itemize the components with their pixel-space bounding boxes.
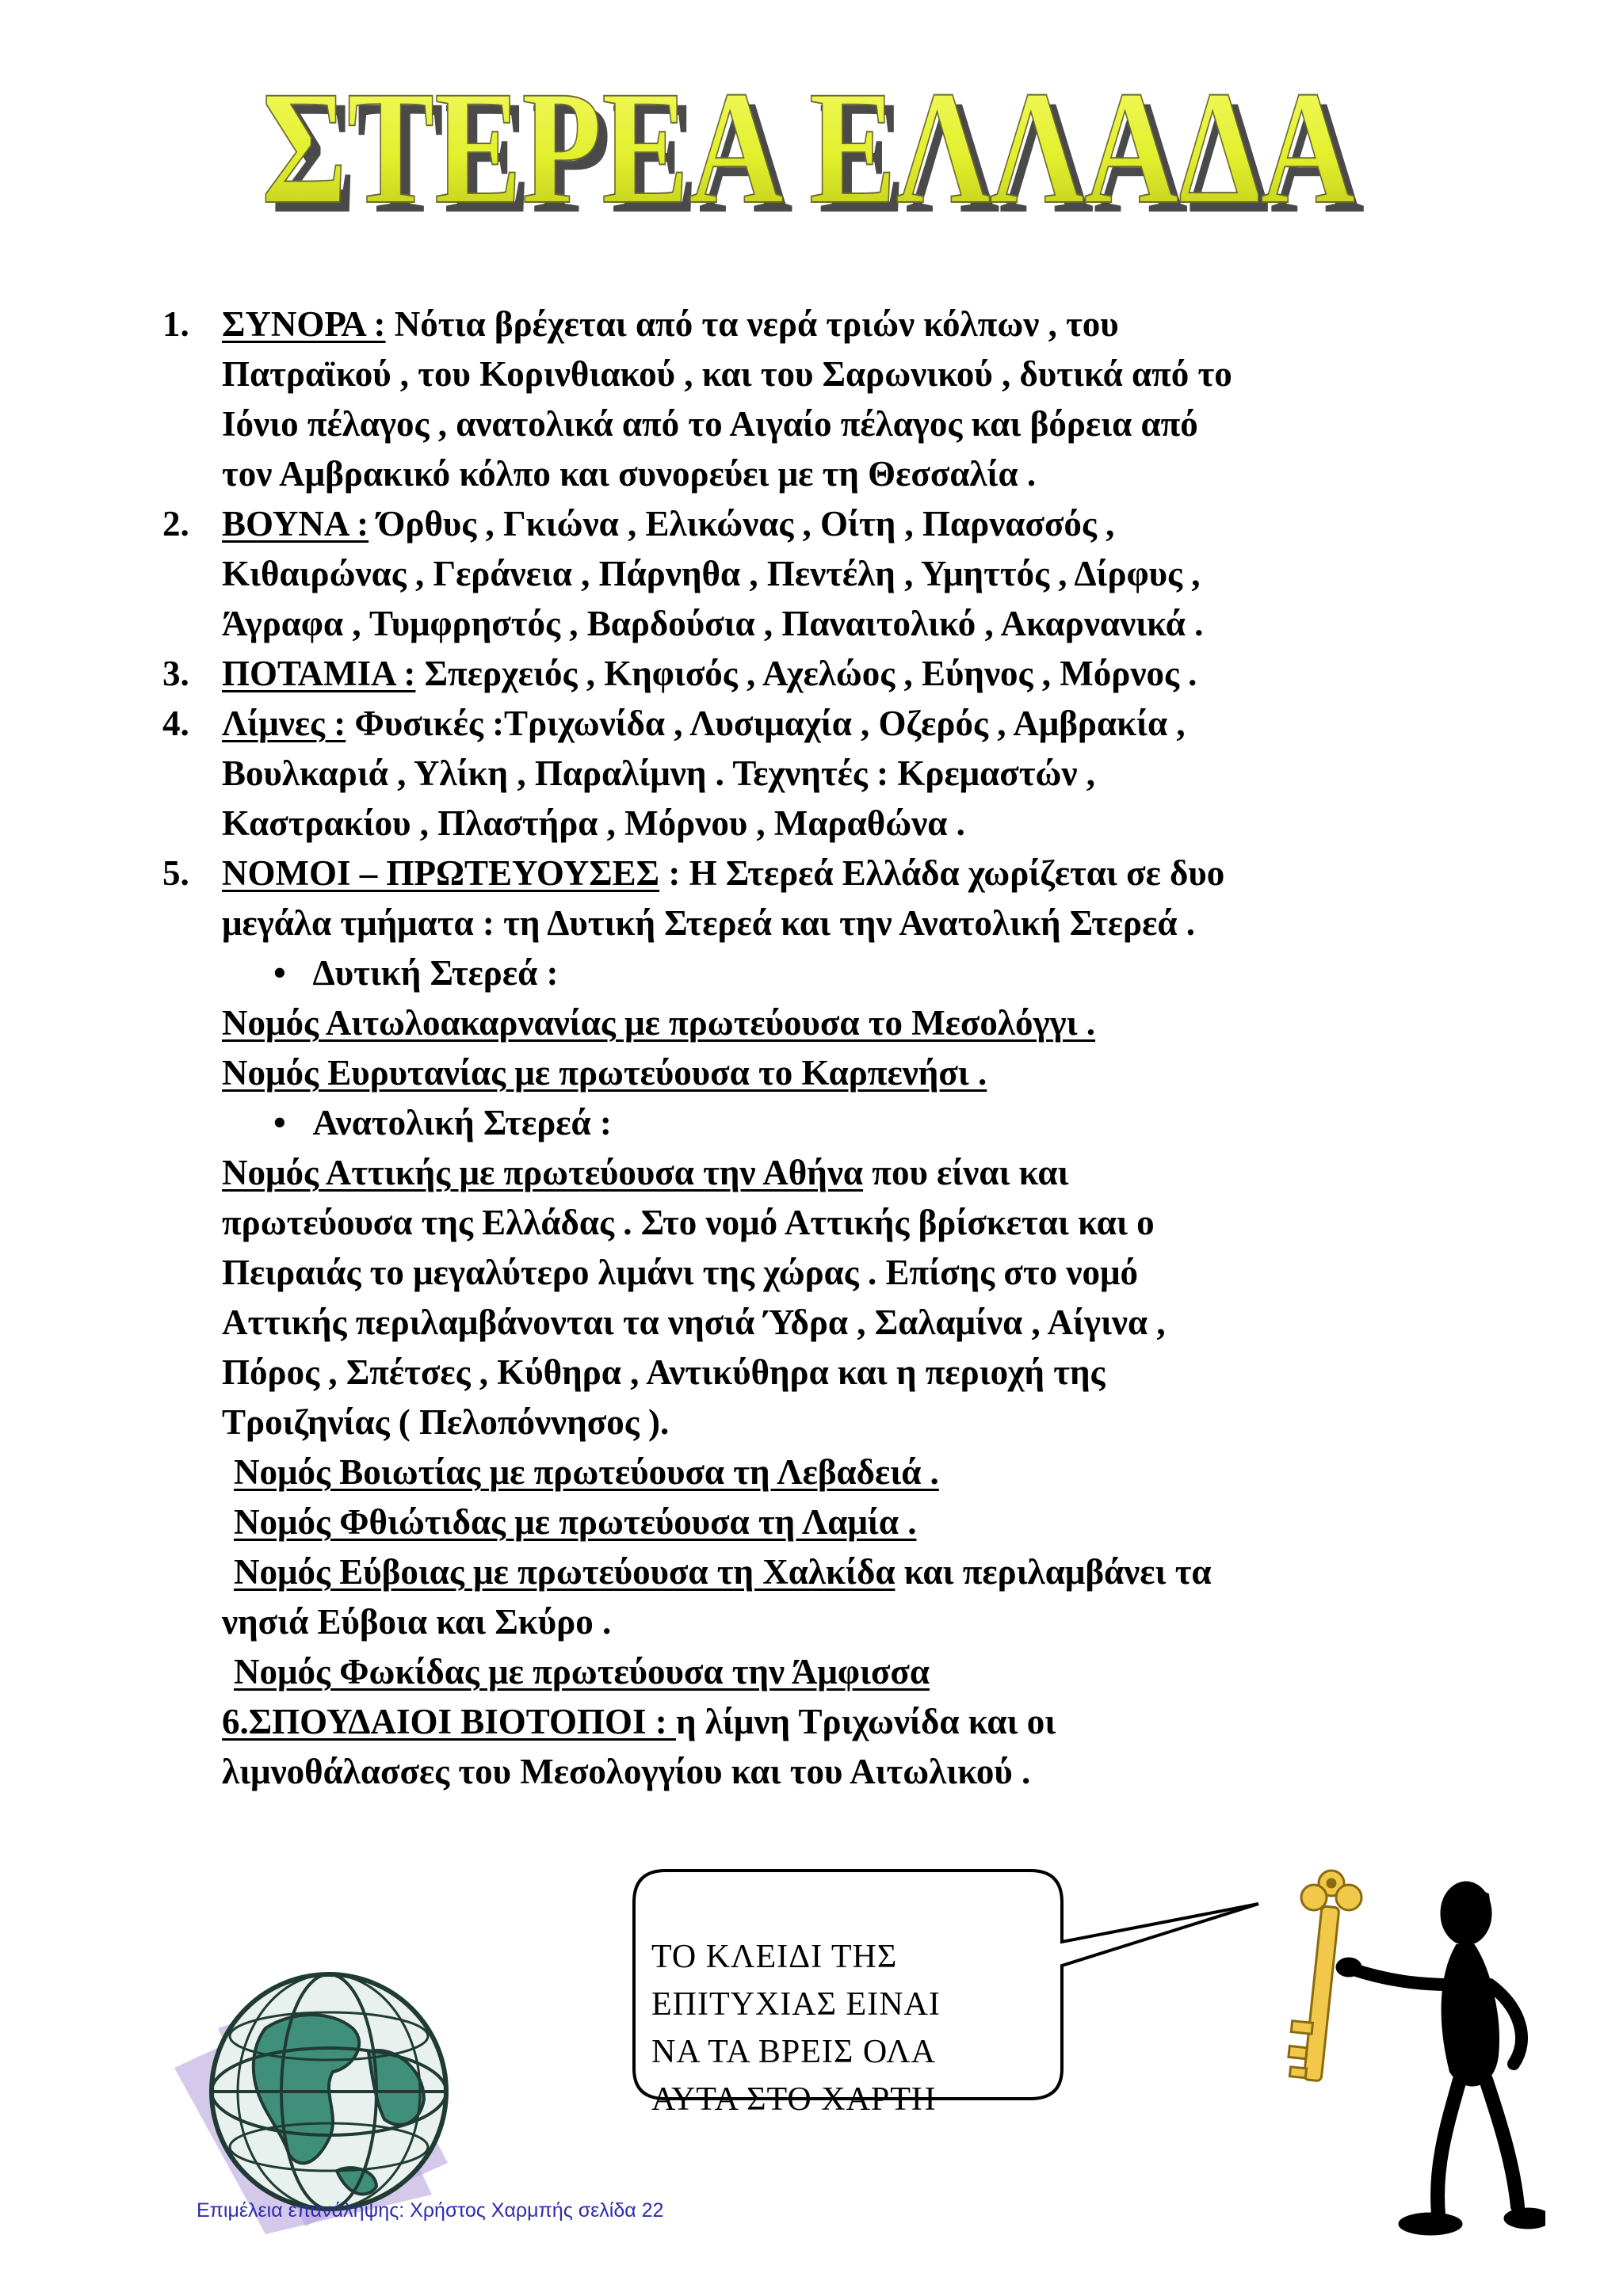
item-number: 5. — [162, 853, 189, 893]
prefecture-line: Νομός Εύβοιας με πρωτεύουσα τη Χαλκίδα — [234, 1552, 896, 1592]
item-number: 4. — [162, 704, 189, 743]
item-text: Σπερχειός , Κηφισός , Αχελώος , Εύηνος , Μόρνος . — [415, 654, 1197, 693]
prefecture-text: Τροιζηνίας ( Πελοπόννησος ). — [222, 1402, 670, 1442]
bubble-line: ΑΥΤΑ ΣΤΟ ΧΑΡΤΗ — [651, 2081, 937, 2118]
prefecture-text: και περιλαμβάνει τα — [895, 1552, 1212, 1592]
main-content — [162, 299, 1557, 1797]
globe-icon — [170, 1933, 472, 2234]
item-text: μεγάλα τμήματα : τη Δυτική Στερεά και την Ανατολική Στερεά . — [222, 903, 1195, 943]
item-text: Ιόνιο πέλαγος , ανατολικά από το Αιγαίο πέλαγος και βόρεια από — [222, 404, 1198, 444]
title-text: ΣΤΕΡΕΑ ΕΛΛΑΔΑ — [262, 75, 1355, 234]
prefecture-text: πρωτεύουσα της Ελλάδας . Στο νομό Αττικής βρίσκεται και ο — [222, 1203, 1155, 1242]
list-item — [162, 499, 1557, 649]
item-text: τον Αμβρακικό κόλπο και συνορεύει με τη Θεσσαλία . — [222, 454, 1037, 494]
item-number: 3. — [162, 654, 189, 693]
item-text: Καστρακίου , Πλαστήρα , Μόρνου , Μαραθώνα . — [222, 803, 965, 843]
bullet-west — [162, 948, 1557, 998]
prefecture-line: Νομός Αττικής με πρωτεύουσα την Αθήνα — [222, 1153, 864, 1192]
item-text: : Η Στερεά Ελλάδα χωρίζεται σε δυο — [659, 853, 1225, 893]
list-item — [162, 699, 1557, 849]
item-heading: ΒΟΥΝΑ : — [222, 504, 369, 543]
bubble-line: ΝΑ ΤΑ ΒΡΕΙΣ ΟΛΑ — [651, 2034, 936, 2070]
bullet-icon: • — [273, 953, 313, 993]
item-heading: ΝΟΜΟΙ – ΠΡΩΤΕΥΟΥΣΕΣ — [222, 853, 660, 893]
prefecture-text: Πόρος , Σπέτσες , Κύθηρα , Αντικύθηρα και η περιοχή της — [222, 1352, 1106, 1392]
prefecture-line: Νομός Φθιώτιδας με πρωτεύουσα τη Λαμία . — [234, 1502, 917, 1542]
prefecture-line: Νομός Φωκίδας με πρωτεύουσα την Άμφισσα — [234, 1652, 930, 1691]
item-text: Κιθαιρώνας , Γεράνεια , Πάρνηθα , Πεντέλη , Υμηττός , Δίρφυς , — [222, 554, 1201, 593]
prefecture-line: Νομός Βοιωτίας με πρωτεύουσα τη Λεβαδειά . — [234, 1452, 939, 1492]
speech-bubble-text — [651, 1933, 1064, 2123]
stick-figure-with-key-icon — [1276, 1866, 1545, 2246]
bullet-icon: • — [273, 1103, 313, 1142]
item-text: η λίμνη Τριχωνίδα και οι — [676, 1702, 1056, 1741]
item-number: 2. — [162, 504, 189, 543]
item-text: Βουλκαριά , Υλίκη , Παραλίμνη . Τεχνητές : Κρεμαστών , — [222, 753, 1096, 793]
bullet-east — [162, 1098, 1557, 1148]
item-text: Άγραφα , Τυμφρηστός , Βαρδούσια , Παναιτολικό , Ακαρνανικά . — [222, 604, 1204, 643]
page-footer: Επιμέλεια επανάληψης: Χρήστος Χαρμπής σελίδα 22 — [197, 2199, 664, 2222]
bubble-line: ΕΠΙΤΥΧΙΑΣ ΕΙΝΑΙ — [651, 1986, 941, 2023]
list-item — [162, 849, 1557, 948]
prefecture-text: νησιά Εύβοια και Σκύρο . — [222, 1602, 612, 1642]
item-heading: 6.ΣΠΟΥΔΑΙΟΙ ΒΙΟΤΟΠΟΙ : — [222, 1702, 677, 1741]
item-heading: Λίμνες : — [222, 704, 346, 743]
prefecture-text: Αττικής περιλαμβάνονται τα νησιά Ύδρα , Σαλαμίνα , Αίγινα , — [222, 1302, 1166, 1342]
prefecture-line: Νομός Αιτωλοακαρνανίας με πρωτεύουσα το Μεσολόγγι . — [222, 1003, 1096, 1043]
list-item — [162, 299, 1557, 499]
bubble-line: ΤΟ ΚΛΕΙΔΙ ΤΗΣ — [651, 1939, 898, 1975]
item-text: Όρθυς , Γκιώνα , Ελικώνας , Οίτη , Παρνασσός , — [369, 504, 1115, 543]
item-text: Νότια βρέχεται από τα νερά τριών κόλπων , του — [385, 304, 1119, 344]
prefecture-text: που είναι και — [863, 1153, 1069, 1192]
bullet-label: Δυτική Στερεά : — [312, 953, 559, 993]
item-heading: ΣΥΝΟΡΑ : — [222, 304, 386, 344]
prefecture-text: Πειραιάς το μεγαλύτερο λιμάνι της χώρας . Επίσης στο νομό — [222, 1253, 1139, 1292]
item-text: λιμνοθάλασσες του Μεσολογγίου και του Αιτωλικού . — [222, 1752, 1031, 1791]
bullet-label: Ανατολική Στερεά : — [312, 1103, 612, 1142]
item-heading: ΠΟΤΑΜΙΑ : — [222, 654, 416, 693]
page-title — [254, 75, 1379, 234]
prefecture-line: Νομός Ευρυτανίας με πρωτεύουσα το Καρπενήσι . — [222, 1053, 987, 1093]
item-text: Φυσικές :Τριχωνίδα , Λυσιμαχία , Οζερός , Αμβρακία , — [346, 704, 1186, 743]
item-number: 1. — [162, 304, 189, 344]
list-item — [162, 649, 1557, 699]
item-text: Πατραϊκού , του Κορινθιακού , και του Σαρωνικού , δυτικά από το — [222, 354, 1232, 394]
title-shadow: ΣΤΕΡΕΑ ΕΛΛΑΔΑ — [271, 75, 1365, 234]
